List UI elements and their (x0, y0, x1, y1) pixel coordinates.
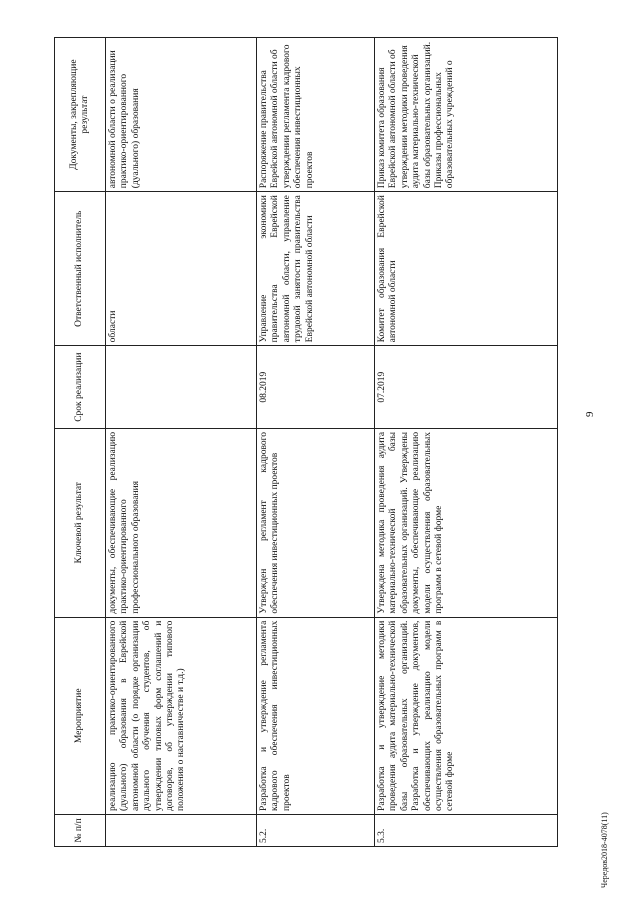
plan-table (54, 37, 558, 847)
header-responsible: Ответственный исполнитель (55, 192, 106, 346)
row-result: Утверждена методика проведения аудита материально-технической базы образовательных организаций. Утверждены документы, обеспечивающие реализацию модели осуществления образовательных программ в сетевой форме (375, 428, 558, 617)
row-num: 5.3. (375, 814, 558, 846)
row-documents: Распоряжение правительства Еврейской автономной области об утверждении регламента кадрового обеспечения инвестиционных проектов (257, 38, 375, 192)
row-responsible: Комитет образования Еврейской автономной области (375, 192, 558, 346)
header-documents: Документы, закрепляющие результат (55, 38, 106, 192)
table-row (257, 38, 375, 847)
row-documents: Приказ комитета образования Еврейской автономной области об утверждении методики проведения аудита материально-технической базы образовательных организаций. Приказы профессиональных образовательных учреждений о (375, 38, 558, 192)
row-term: 08.2019 (257, 346, 375, 429)
table-header-row (55, 38, 106, 847)
row-responsible: Управление экономики правительства Еврейской автономной области, управление трудовой занятости правительства Еврейской автономной области (257, 192, 375, 346)
row-result: Утвержден регламент кадрового обеспечения инвестиционных проектов (257, 428, 375, 617)
page-number: 9 (584, 411, 596, 417)
row-event: Разработка и утверждение регламента кадрового обеспечения инвестиционных проектов (257, 617, 375, 814)
row-term (106, 346, 257, 429)
row-responsible: области (106, 192, 257, 346)
row-num: 5.2. (257, 814, 375, 846)
footer-code: Чередов2018-4078(11) (600, 812, 609, 888)
rotated-table-container (54, 37, 549, 847)
row-event: реализацию практико-ориентированного (дуального) образования в Еврейской автономной области (о порядке организации дуального обучения студентов, об утверждении типовых форм соглашений и договоров, об утверждении типового положения о наставничестве и т.д.) (106, 617, 257, 814)
row-result: документы, обеспечивающие реализацию практико-ориентированного профессионального образования (106, 428, 257, 617)
row-event: Разработка и утверждение методики проведения аудита материально-технической базы образовательных организаций. Разработка и утверждение документов, обеспечивающих реализацию модели осуществления образовательных программ в сетевой форме (375, 617, 558, 814)
header-event: Мероприятие (55, 617, 106, 814)
header-term: Срок реализации (55, 346, 106, 429)
header-result: Ключевой результат (55, 428, 106, 617)
row-documents: автономной области о реализации практико-ориентированного (дуального) образования (106, 38, 257, 192)
header-num: № п/п (55, 814, 106, 846)
row-num (106, 814, 257, 846)
row-term: 07.2019 (375, 346, 558, 429)
table-row (106, 38, 257, 847)
table-row (375, 38, 558, 847)
